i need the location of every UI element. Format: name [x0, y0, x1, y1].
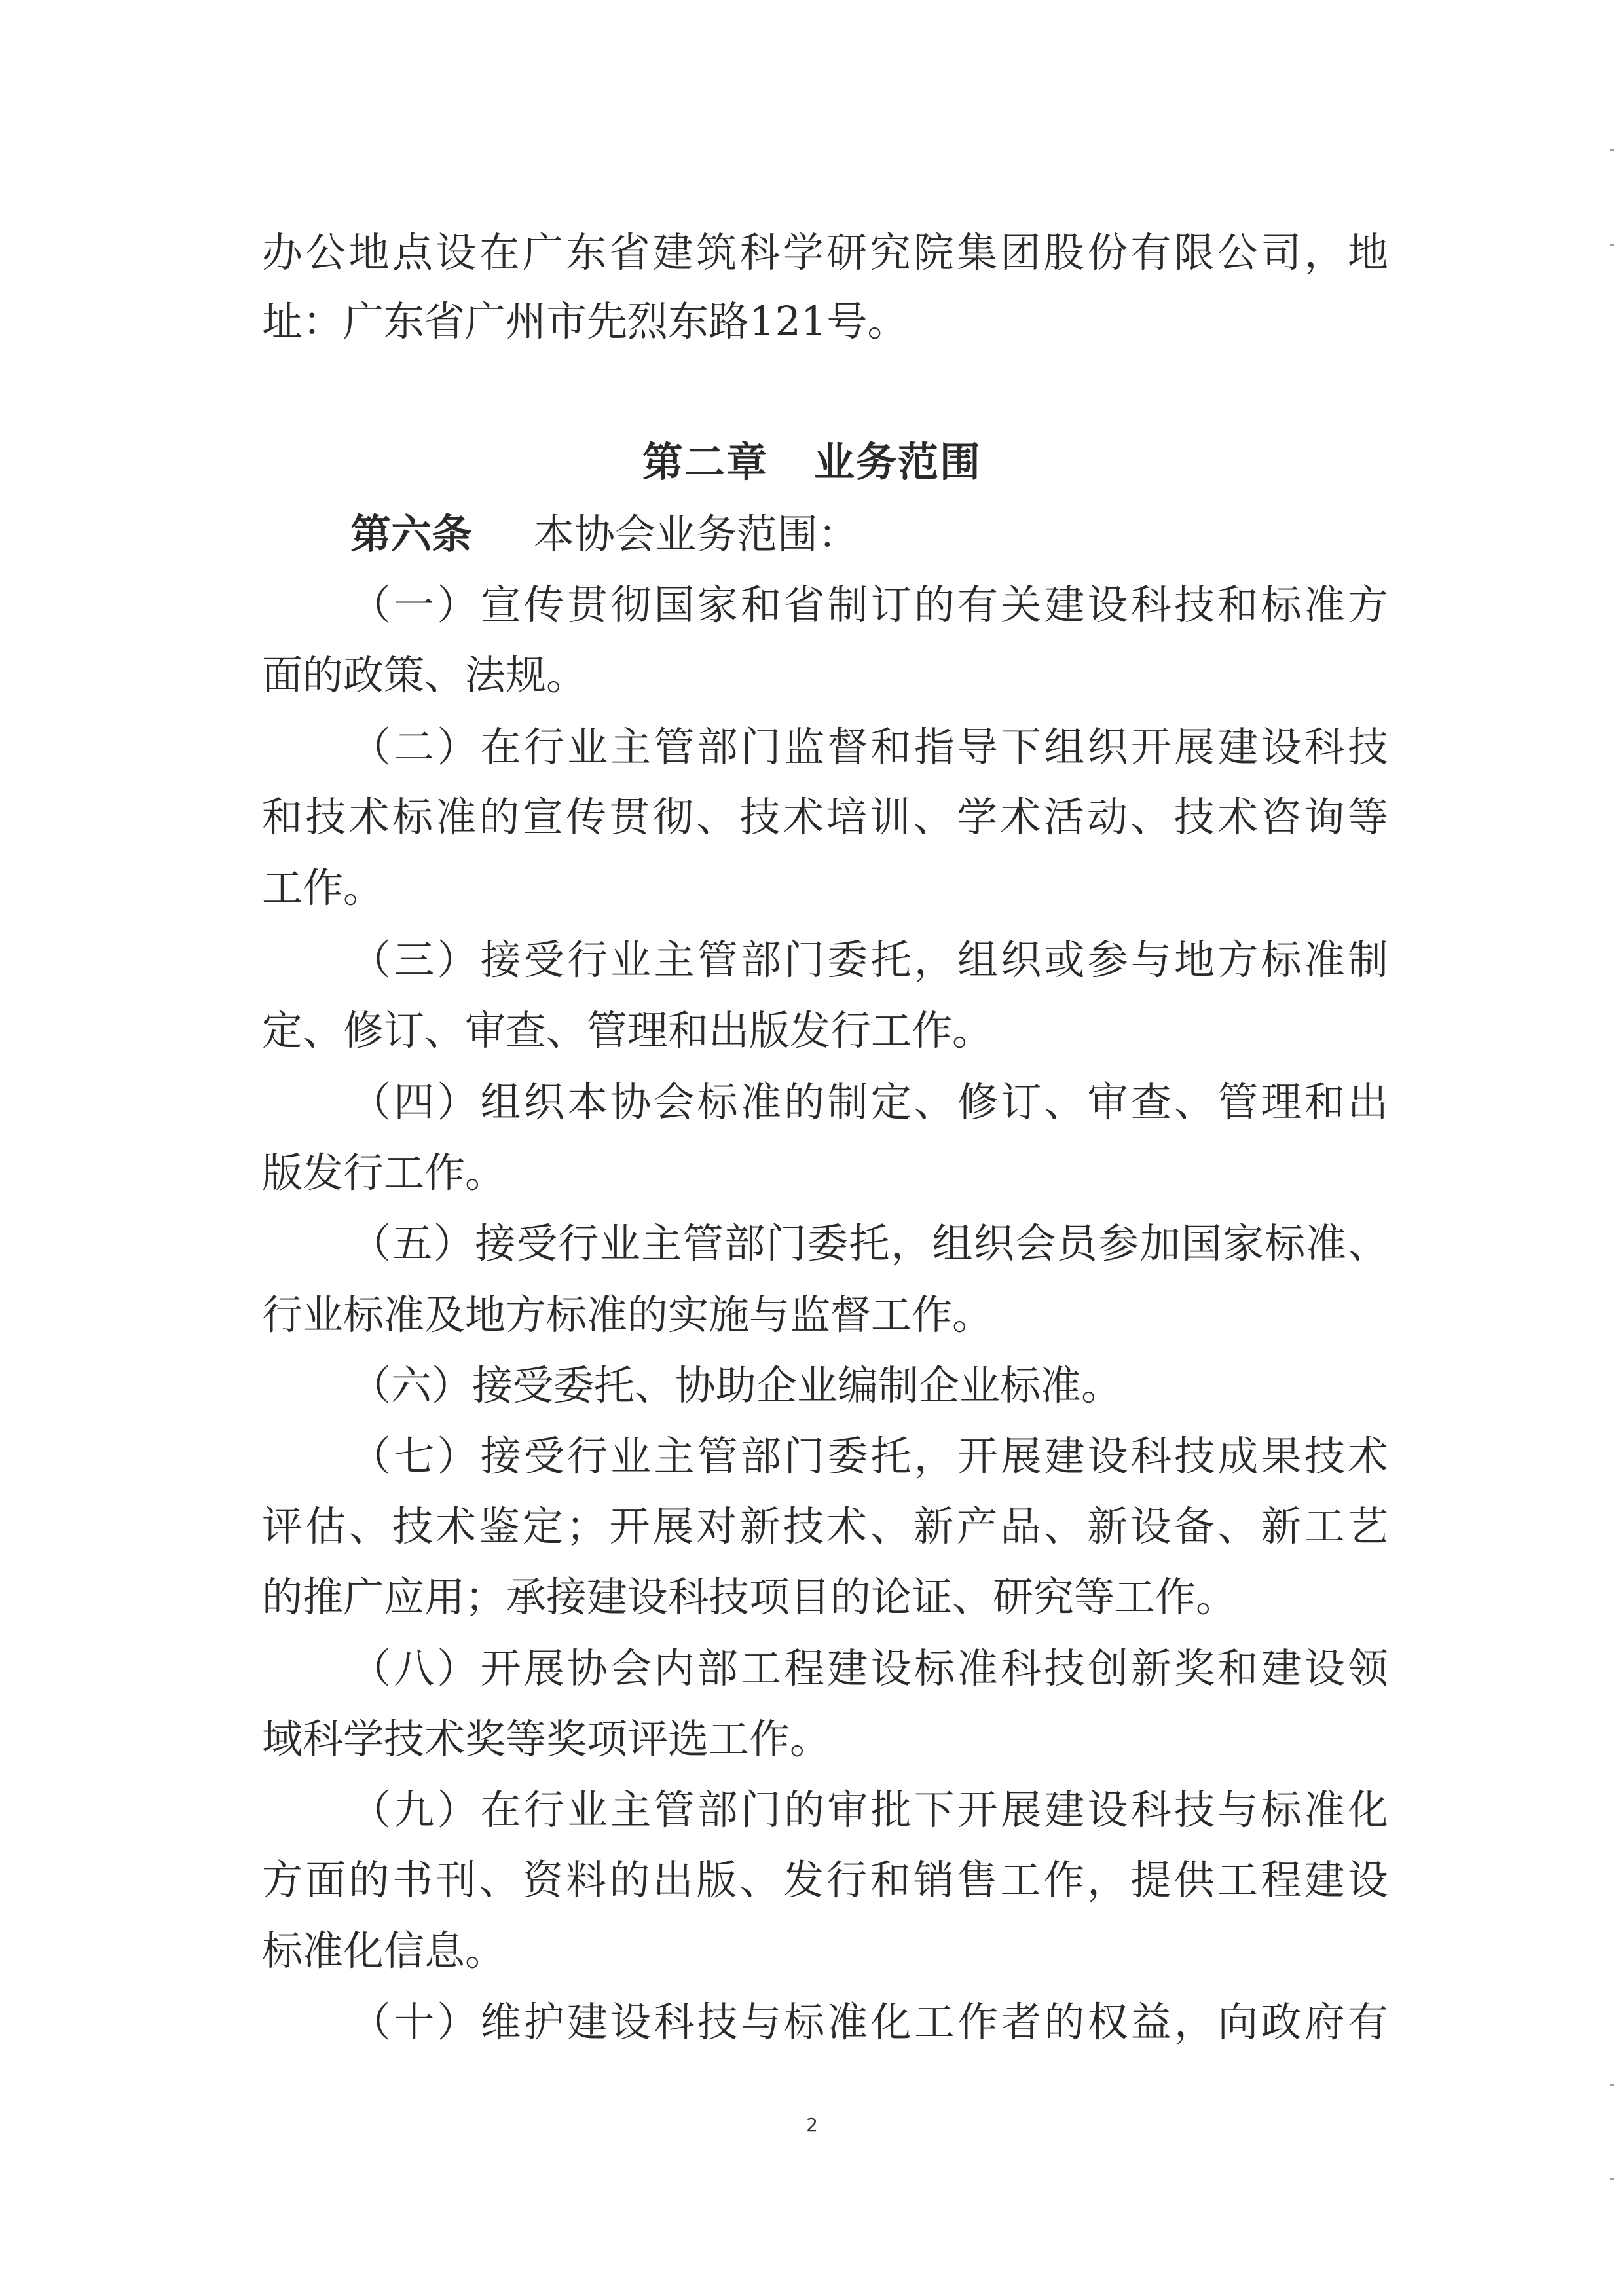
item-line: （六）接受委托、协助企业编制企业标准。 [350, 1361, 1122, 1409]
item-line: （三）接受行业主管部门委托，组织或参与地方标准制 [350, 936, 1388, 984]
item-line: （二）在行业主管部门监督和指导下组织开展建设科技 [350, 723, 1388, 771]
item-line: 域科学技术奖等奖项评选工作。 [262, 1715, 831, 1763]
item-line: 工作。 [262, 864, 384, 912]
text-line: 办公地点设在广东省建筑科学研究院集团股份有限公司，地 [262, 229, 1388, 276]
item-line: 定、修订、审查、管理和出版发行工作。 [262, 1007, 993, 1054]
item-line: （九）在行业主管部门的审批下开展建设科技与标准化 [350, 1786, 1388, 1834]
item-line: 方面的书刊、资料的出版、发行和销售工作，提供工程建设 [262, 1856, 1388, 1904]
item-line: （五）接受行业主管部门委托，组织会员参加国家标准、 [350, 1219, 1388, 1267]
item-line: （一）宣传贯彻国家和省制订的有关建设科技和标准方 [350, 581, 1388, 629]
scan-mark [1610, 244, 1614, 246]
item-line: （八）开展协会内部工程建设标准科技创新奖和建设领 [350, 1644, 1388, 1692]
chapter-title: 业务范围 [814, 438, 982, 486]
item-line: 和技术标准的宣传贯彻、技术培训、学术活动、技术咨询等 [262, 793, 1388, 841]
page-number: 2 [806, 2114, 818, 2136]
scan-mark [1610, 2178, 1614, 2180]
scan-mark [1610, 2084, 1614, 2086]
chapter-heading [0, 438, 1624, 486]
item-line: （十）维护建设科技与标准化工作者的权益，向政府有 [350, 1998, 1388, 2046]
article-label: 第六条 [350, 510, 473, 558]
item-line: （七）接受行业主管部门委托，开展建设科技成果技术 [350, 1432, 1388, 1480]
chapter-number: 第二章 [642, 438, 768, 486]
item-line: 行业标准及地方标准的实施与监督工作。 [262, 1291, 993, 1339]
item-line: 版发行工作。 [262, 1149, 506, 1196]
text-line: 址：广东省广州市先烈东路121号。 [262, 297, 908, 345]
scan-mark [1610, 149, 1614, 151]
item-line: 标准化信息。 [262, 1927, 506, 1974]
article-heading [350, 510, 859, 558]
item-line: 评估、技术鉴定；开展对新技术、新产品、新设备、新工艺 [262, 1502, 1388, 1550]
item-line: 的推广应用；承接建设科技项目的论证、研究等工作。 [262, 1573, 1237, 1621]
article-intro: 本协会业务范围： [534, 510, 859, 558]
item-line: 面的政策、法规。 [262, 651, 587, 699]
item-line: （四）组织本协会标准的制定、修订、审查、管理和出 [350, 1078, 1388, 1126]
